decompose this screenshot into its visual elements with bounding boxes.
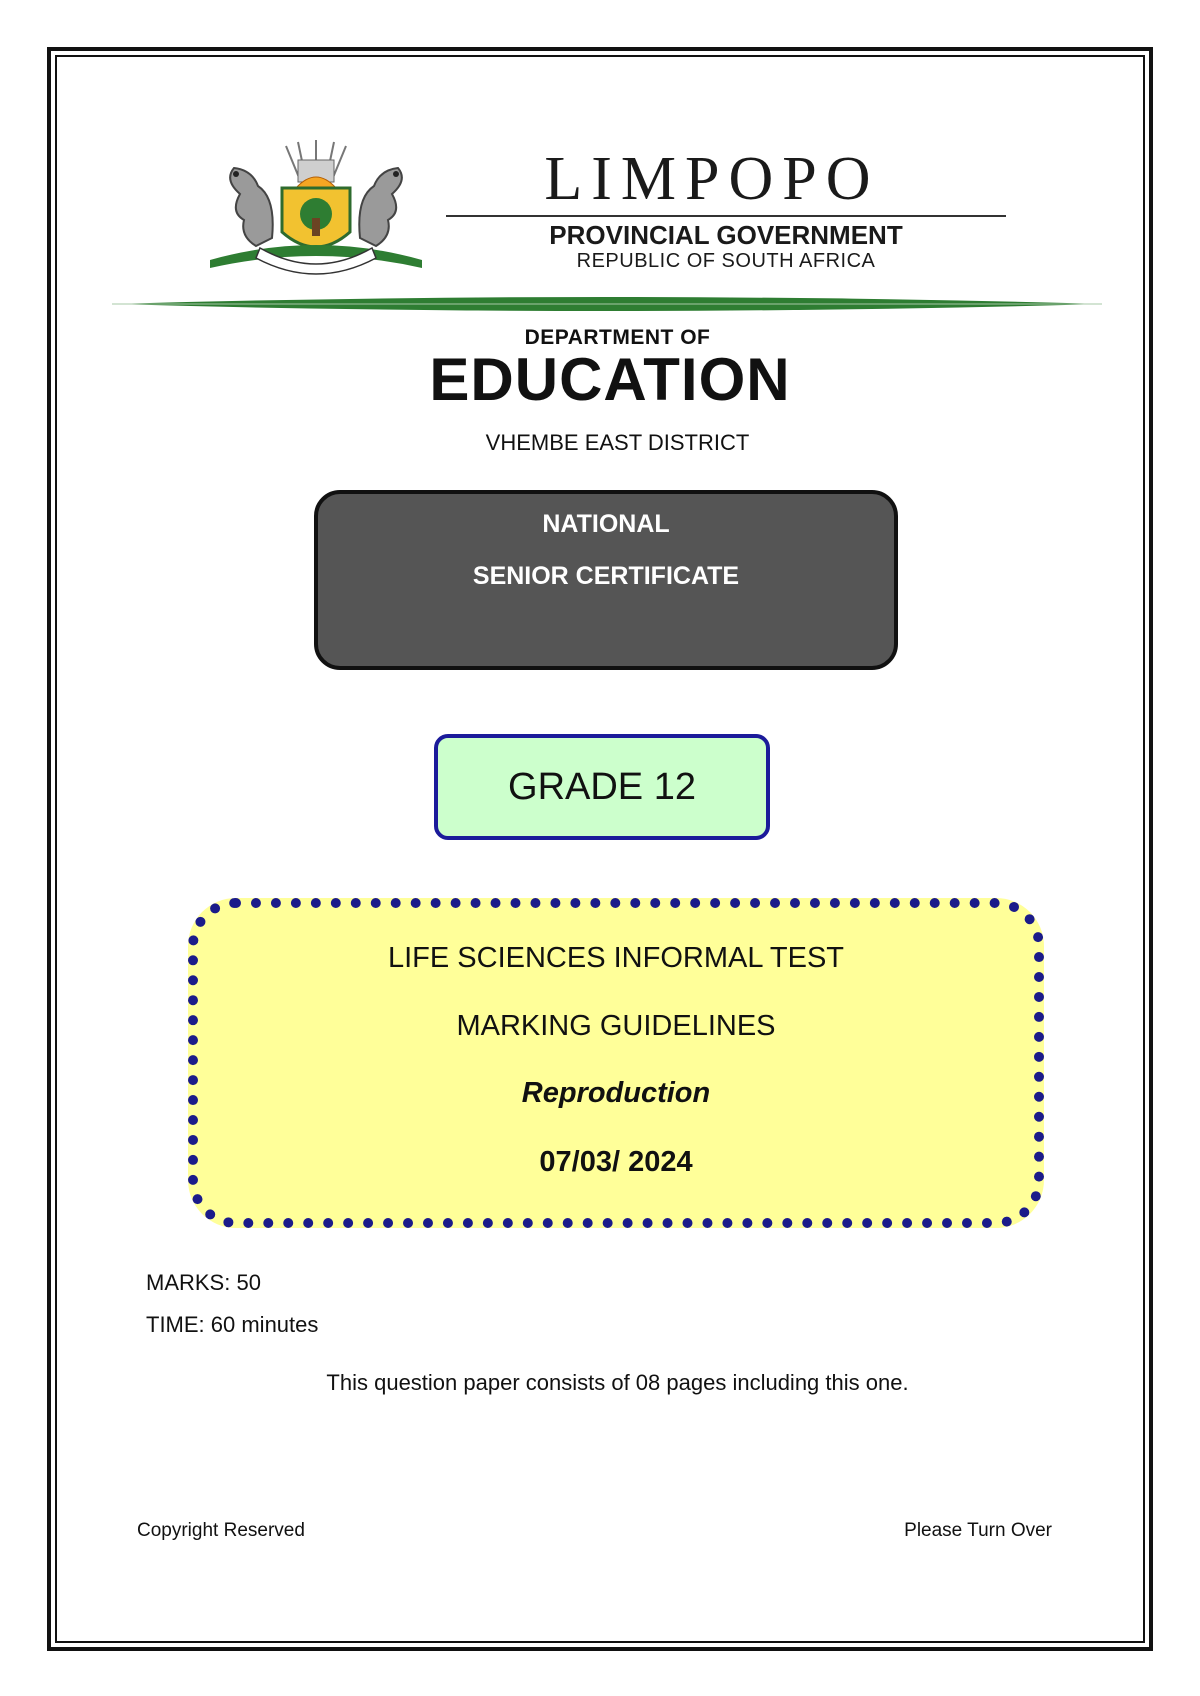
green-divider	[112, 296, 1102, 312]
time-label: TIME: 60 minutes	[146, 1312, 319, 1337]
document-type: MARKING GUIDELINES	[456, 1010, 776, 1042]
district-name: VHEMBE EAST DISTRICT	[485, 430, 750, 455]
province-name: LIMPOPO	[544, 145, 880, 213]
department-name: EDUCATION	[429, 346, 791, 413]
department-prefix: DEPARTMENT OF	[524, 326, 711, 349]
government-title: PROVINCIAL GOVERNMENT	[549, 220, 903, 250]
marks-label: MARKS: 50	[146, 1270, 261, 1295]
footer-copyright: Copyright Reserved	[137, 1520, 305, 1541]
header-divider	[446, 215, 1006, 217]
test-topic: Reproduction	[521, 1077, 711, 1109]
footer-turn-over: Please Turn Over	[904, 1520, 1052, 1541]
test-date: 07/03/ 2024	[539, 1146, 693, 1178]
grade-badge: GRADE 12	[434, 734, 770, 840]
certificate-line-1: NATIONAL	[542, 510, 670, 538]
certificate-line-2: SENIOR CERTIFICATE	[472, 562, 740, 590]
test-subject: LIFE SCIENCES INFORMAL TEST	[387, 942, 845, 974]
pages-note: This question paper consists of 08 pages including this one.	[326, 1370, 909, 1395]
republic-subtitle: REPUBLIC OF SOUTH AFRICA	[576, 250, 876, 272]
coat-of-arms-icon	[200, 140, 432, 280]
page-border-inner	[55, 55, 1145, 1643]
